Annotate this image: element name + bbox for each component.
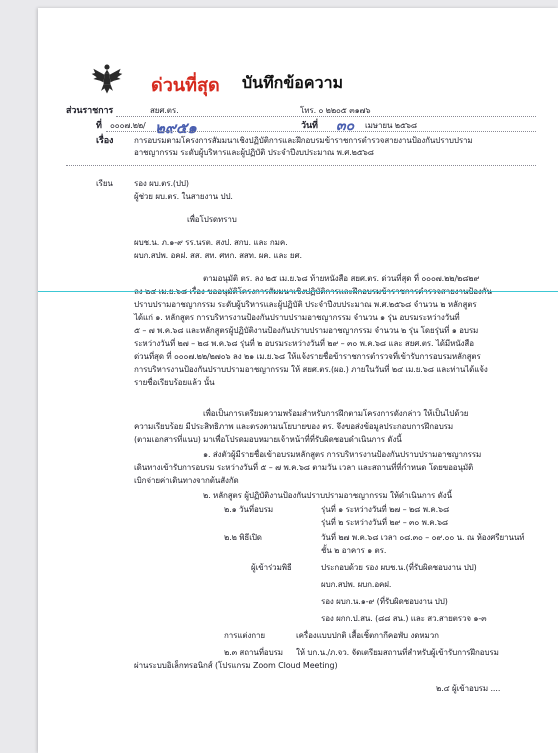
copy-to-line-1: ผบช.น. ภ.๑-๙ รร.นรต. สงป. สกบ. และ กมค. <box>134 238 288 247</box>
para1-line <box>134 287 492 297</box>
item2-1-line: รุ่นที่ ๑ ระหว่างวันที่ ๒๗ – ๒๘ พ.ค.๖๘ <box>321 505 450 514</box>
participants-label: ผู้เข้าร่วมพิธี <box>251 563 292 572</box>
item2-1-label: ๒.๑ วันที่อบรม <box>224 505 274 514</box>
cursor-guide-line <box>38 291 558 292</box>
reference-number: ๐๐๐๗.๒๒/ <box>110 121 146 130</box>
subject-line-2: อาชญากรรม ระดับผู้บริหารและผู้ปฏิบัติ ประจำปีงบประมาณ พ.ศ.๒๕๖๘ <box>134 148 374 157</box>
participant-line: ผบก.สปพ. ผบก.อคฝ. <box>321 580 392 589</box>
reference-dotted-line <box>106 131 536 132</box>
para2-line: (ตามเอกสารที่แนบ) มาเพื่อโปรดมอบหมายเจ้าหน้าที่ที่รับผิดชอบดำเนินการ ดังนี้ <box>134 435 402 444</box>
item2-1-line: รุ่นที่ ๒ ระหว่างวันที่ ๒๙ – ๓๐ พ.ค.๖๘ <box>321 518 449 527</box>
item2-title: ๒. หลักสูตร ผู้ปฏิบัติงานป้องกันปราบปรามอาชญากรรม ให้ดำเนินการ ดังนี้ <box>203 491 452 500</box>
garuda-emblem-icon <box>90 62 124 96</box>
addressee-line-2: ผู้ช่วย ผบ.ตร. ในสายงาน ปป. <box>134 192 233 201</box>
memo-title: บันทึกข้อความ <box>242 73 344 92</box>
item2-3-label: ๒.๓ สถานที่อบรม <box>224 648 283 657</box>
item1-line: ๑. ส่งตัวผู้มีรายชื่อเข้าอบรมหลักสูตร การบริหารงานป้องกันปราบปรามอาชญากรรม <box>203 450 482 459</box>
item1-line: เบิกจ่ายค่าเดินทางจากต้นสังกัด <box>134 476 239 485</box>
participant-line: รอง ผกก.ป.สน. (๘๘ สน.) และ สว.สายตรวจ ๑-๓ <box>321 614 487 623</box>
subject-line-1: การอบรมตามโครงการสัมมนาเชิงปฏิบัติการและฝึกอบรมข้าราชการตำรวจสายงานป้องกันปราบปราม <box>134 136 473 145</box>
urgency-stamp: ด่วนที่สุด <box>151 75 220 96</box>
para2-line: ความเรียบร้อย มีประสิทธิภาพ และตรงตามนโยบายของ ตร. จึงขอส่งข้อมูลประกอบการฝึกอบรม <box>134 422 454 431</box>
telephone: โทร. ๐ ๒๒๐๕ ๓๑๗๖ <box>300 106 371 115</box>
continued-text: ๒.๔ ผู้เข้าอบรม .... <box>436 684 501 693</box>
item2-2-label: ๒.๒ พิธีเปิด <box>224 533 262 542</box>
agency-label: ส่วนราชการ <box>66 106 114 116</box>
reference-label: ที่ <box>96 121 102 131</box>
item2-2-line: ชั้น ๒ อาคาร ๑ ตร. <box>321 546 387 555</box>
item1-line: เดินทางเข้ารับการอบรม ระหว่างวันที่ ๕ – ๗ พ.ค.๖๘ ตามวัน เวลา และสถานที่ที่กำหนด โดยขออนุมัติ <box>134 463 474 472</box>
para1-line: ด่วนที่สุด ที่ ๐๐๐๗.๒๒/๒๗๐๖ ลง ๒๑ เม.ย.๖๘ ให้แจ้งรายชื่อข้าราชการตำรวจที่เข้ารับการอบรมหลักสูตร <box>134 352 481 361</box>
date-handwritten: ๓๐ <box>336 118 355 134</box>
para1-line: ระหว่างวันที่ ๒๗ – ๒๘ พ.ค.๖๘ รุ่นที่ ๒ อบรมระหว่างวันที่ ๒๙ – ๓๐ พ.ค.๖๘ และ สยศ.ตร. ได้มีหนังสือ <box>134 339 474 348</box>
reference-handwritten: ๒๙๕๑ <box>155 119 197 137</box>
para1-line: ตามอนุมัติ ตร. ลง ๒๕ เม.ย.๖๘ ท้ายหนังสือ สยศ.ตร. ด่วนที่สุด ที่ ๐๐๐๗.๒๒/๒๘๒๙ <box>203 274 480 283</box>
participant-line: ประกอบด้วย รอง ผบช.น.(ที่รับผิดชอบงาน ปป) <box>321 563 477 572</box>
item2-3-value: ให้ บก.น./ภ.จว. จัดเตรียมสถานที่สำหรับผู้เข้ารับการฝึกอบรม <box>296 648 499 657</box>
salutation-label: เรียน <box>96 179 113 188</box>
subject-label: เรื่อง <box>96 136 114 146</box>
header-rule <box>66 165 536 166</box>
date-value: เมษายน ๒๕๖๘ <box>365 121 417 130</box>
para1-line: ได้แก่ ๑. หลักสูตร การบริหารงานป้องกันปราบปรามอาชญากรรม จำนวน ๑ รุ่น อบรมระหว่างวันที่ <box>134 313 460 322</box>
para1-line: การบริหารงานป้องกันปราบปรามอาชญากรรม ให้ สยศ.ตร.(ผอ.) ภายในวันที่ ๒๔ เม.ย.๖๘ และท่านได้แจ้ง <box>134 365 488 374</box>
date-label: วันที่ <box>301 121 318 131</box>
inform-text: เพื่อโปรดทราบ <box>187 215 237 224</box>
copy-to-line-2: ผบก.สปพ. อคฝ. สส. สท. ศทก. สสท. ผค. และ ยศ. <box>134 251 302 260</box>
para1-line: ๕ – ๗ พ.ค.๖๘ และหลักสูตรผู้ปฏิบัติงานป้องกันปราบปรามอาชญากรรม จำนวน ๒ รุ่น โดยรุ่นที่ ๑ อบรม <box>134 326 479 335</box>
para2-line: เพื่อเป็นการเตรียมความพร้อมสำหรับการฝึกตามโครงการดังกล่าว ให้เป็นไปด้วย <box>203 409 469 418</box>
addressee-line-1: รอง ผบ.ตร.(ปป) <box>134 179 189 188</box>
memo-page <box>38 8 558 753</box>
participant-line: รอง ผบก.น.๑-๙ (ที่รับผิดชอบงาน ปป) <box>321 597 448 606</box>
dress-label: การแต่งกาย <box>224 631 266 640</box>
agency-value: สยศ.ตร. <box>150 106 179 115</box>
item2-3-line-2: ผ่านระบบอิเล็กทรอนิกส์ (โปรแกรม Zoom Cloud Meeting) <box>134 661 338 670</box>
item2-2-line: วันที่ ๒๗ พ.ค.๖๘ เวลา ๐๘.๓๐ – ๐๙.๐๐ น. ณ ห้องศรียานนท์ <box>321 533 525 542</box>
para1-line: รายชื่อเรียบร้อยแล้ว นั้น <box>134 378 215 387</box>
dress-value: เครื่องแบบปกติ เสื้อเชิ้ตกากีคอพับ งดหมวก <box>296 631 439 640</box>
para1-line: ปราบปรามอาชญากรรม ระดับผู้บริหารและผู้ปฏิบัติ ประจำปีงบประมาณ พ.ศ.๒๕๖๘ จำนวน ๒ หลักสูตร <box>134 300 477 309</box>
